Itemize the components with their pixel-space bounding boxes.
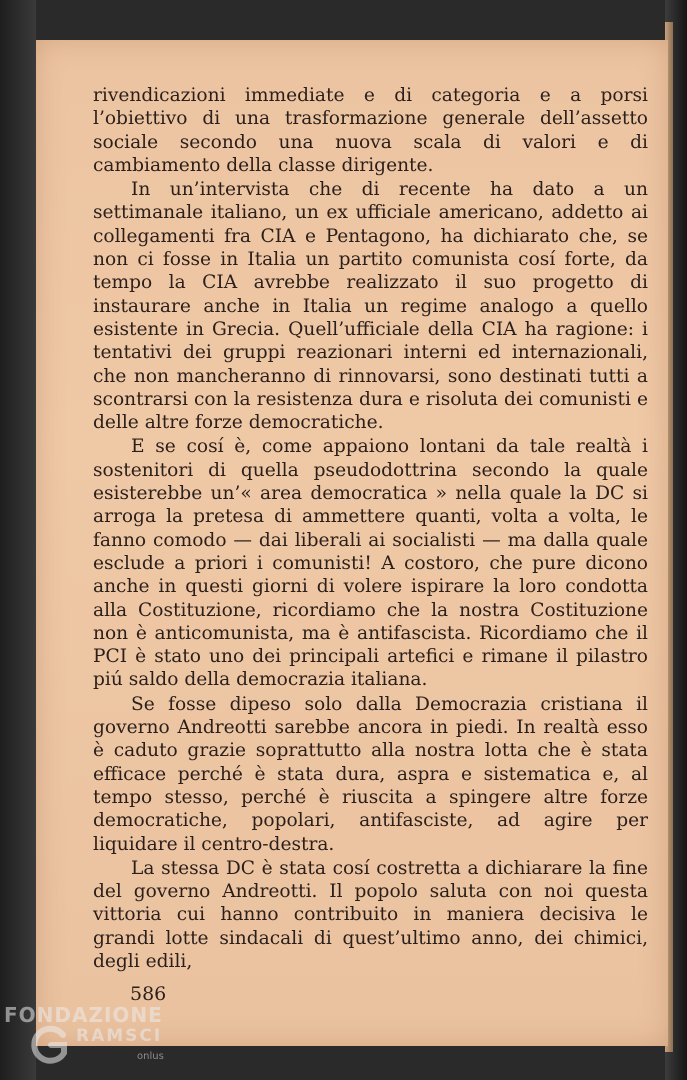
watermark-line-2: RAMSCI bbox=[76, 1026, 163, 1046]
page-number: 586 bbox=[130, 983, 167, 1005]
paragraph-2: In un’intervista che di recente ha dato a un settimanale italiano, un ex ufficiale americano, addetto ai collegamenti fra CIA e Pentagono, ha dichiarato che, se non ci fosse in Italia un partito comunista cosí forte, da tempo la CIA avrebbe realizzato il suo progetto di instaurare anche in Italia un regime analogo a quello esistente in Grecia. Quell’ufficiale della CIA ha ragione: i tentativi dei gruppi reazionari interni ed internazionali, che non mancheranno di rinnovarsi, sono destinati tutti a scontrarsi con la resistenza dura e risoluta dei comunisti e delle altre forze democratiche. bbox=[93, 179, 648, 434]
paragraph-3: E se cosí è, come appaiono lontani da tale realtà i sostenitori di quella pseudodottrina secondo la quale esisterebbe un’« area democratica » nella quale la DC si arroga la pretesa di ammettere quanti, volta a volta, le fanno comodo — dai liberali ai socialisti — ma dalla quale esclude a priori i comunisti! A costoro, che pure dicono anche in questi giorni di volere ispirare la loro condotta alla Costituzione, ricordiamo che la nostra Costituzione non è anticomunista, ma è antifascista. Ricordiamo che il PCI è stato uno dei principali artefici e rimane il pilastro piú saldo della democrazia italiana. bbox=[93, 436, 648, 691]
paragraph-5: La stessa DC è stata cosí costretta a dichiarare la fine del governo Andreotti. Il popolo saluta con noi questa vittoria cui hanno contribuito in maniera decisiva le grandi lotte sindacali di quest’ultimo anno, dei chimici, degli edili, bbox=[93, 857, 648, 972]
g-logo-icon bbox=[30, 1023, 70, 1067]
paragraph-4: Se fosse dipeso solo dalla Democrazia cristiana il governo Andreotti sarebbe ancora in piedi. In realtà esso è caduto grazie soprattutto alla nostra lotta che è stata efficace perché è stata dura, aspra e sistematica e, al tempo stesso, perché è riuscita a spingere altre forze democratiche, popolari, antifasciste, ad agire per liquidare il centro-destra. bbox=[93, 693, 648, 855]
watermark-line-1: FONDAZIONE bbox=[4, 1003, 163, 1027]
fondazione-gramsci-watermark bbox=[4, 1003, 204, 1078]
scan-background-left bbox=[0, 0, 36, 1080]
page-body-text bbox=[93, 84, 648, 974]
watermark-line-3: onlus bbox=[137, 1051, 164, 1062]
paragraph-1: rivendicazioni immediate e di categoria e a porsi l’obiettivo di una trasformazione generale dell’assetto sociale secondo una nuova scala di valori e di cambiamento della classe dirigente. bbox=[93, 85, 648, 176]
